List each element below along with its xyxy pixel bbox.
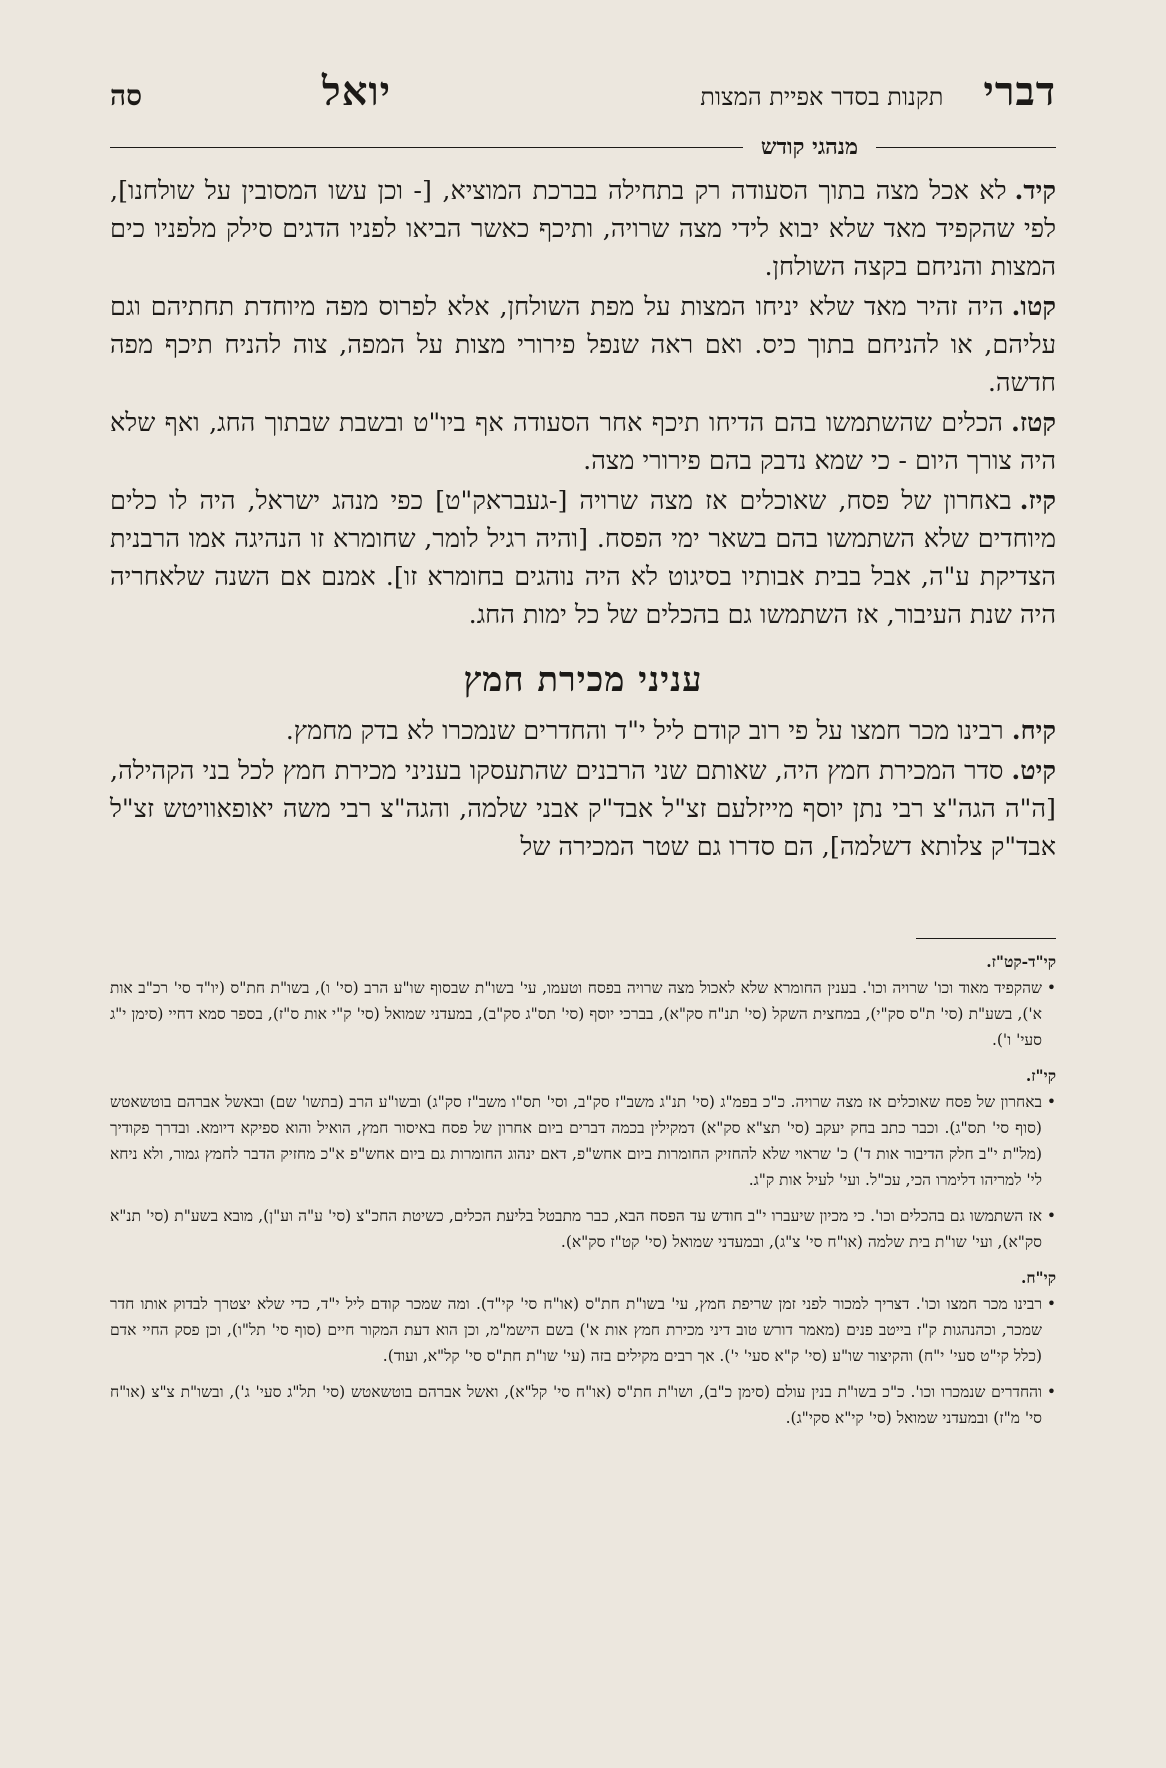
paragraphs-block-1 [110,172,1056,634]
section-label: מנהגי קודש [760,134,858,160]
footnote-heading: קי"ז. [1025,1066,1056,1085]
paragraph [110,172,1056,286]
paragraph-number: קיז. [1019,486,1056,516]
footnote-item: • אז השתמשו גם בהכלים וכו'. כי מכיון שיעברו י"ב חודש עד הפסח הבא, כבר מתבטל בליעת הכלים, כשיטת החכ"צ (סי' ע"ה וע"ן), מובא בשע"ת (סי' תנ"א סק"א), ועי' שו"ת בית שלמה (או"ח סי' צ"ג), ובמעדני שמואל (סי' קט"ז סק"א). [110,1203,1056,1255]
paragraph [110,482,1056,634]
paragraph-text: הכלים שהשתמשו בהם הדיחו תיכף אחר הסעודה אף ביו"ט ובשבת שבתוך החג, ואף שלא היה צורך היום - כי שמא נדבק בהם פירורי מצה. [110,408,1056,476]
section-label-row [110,134,1056,160]
paragraph [110,288,1056,402]
paragraph-text: סדר המכירת חמץ היה, שאותם שני הרבנים שהתעסקו בעניני מכירת חמץ לכל בני הקהילה, [ה"ה הגה"צ רבי נתן יוסף מייזלעם זצ"ל אבד"ק אבני שלמה, והגה"צ רבי משה יאופאוויטש זצ"ל אבד"ק צלותא דשלמה], הם סדרו גם שטר המכירה של [110,756,1056,862]
paragraph-number: קטז. [1010,408,1056,438]
footnote-item: • רבינו מכר חמצו וכו'. דצריך למכור לפני זמן שריפת חמץ, עי' בשו"ת חת"ס (או"ח סי' קי"ד). ומה שמכר קודם ליל י"ד, כדי שלא יצטרך לבדוק אותו חדר שמכר, וכהנהגות ק"ז בייטב פנים (מאמר דורש טוב דיני מכירת חמץ אות א') בשם הישמ"מ, וכן הוא דעת המקור חיים (סוף סי' תל"ו), וכן פסק החיי אדם (כלל קי"ט סעי' י"ח) והקיצור שו"ע (סי' ק"א סעי' י'). אך רבים מקילים בזה (עי' שו"ת חת"ס סי' קל"א, ועוד). [110,1291,1056,1369]
paragraph [110,404,1056,480]
running-header [110,68,1056,120]
paragraph [110,752,1056,866]
footnote-item: • באחרון של פסח שאוכלים אז מצה שרויה. כ"כ בפמ"ג (סי' תנ"ג משב"ז סק"ב, וסי' תס"ו משב"ז סק"ג) ובשו"ע הרב (בתשו' שם) ובאשל אברהם בוטשאטש (סוף סי' תס"ג). וכבר כתב בחק יעקב (סי' תצ"א סק"א) דמקילין בכמה דברים ביום אחרון של פסח באיסור חמץ, הואיל והוא ספיקא דיומא. ובדרך פקודיך (מל"ת י"ב חלק הדיבור אות ד') כ' שראוי שלא להחזיק החומרות ביום אחש"פ, דאם ינהוג החומרות גם ביום אחש"פ א"כ מחזיק הדבר לחמץ גמור, ולא ניחא לי' למריהו דלימרו הכי, עכ"ל. ועי' לעיל אות ק"ג. [110,1089,1056,1193]
footnotes [110,949,1056,1431]
footnote-separator [916,938,1056,939]
header-title [983,68,1056,115]
paragraph-text: היה זהיר מאד שלא יניחו המצות על מפת השולחן, אלא לפרוס מפה מיוחדת תחתיהם וגם עליהם, או להניחם בתוך כיס. ואם ראה שנפל פירורי מצות על המפה, צוה להניח תיכף מפה חדשה. [110,292,1056,398]
paragraph-number: קיד. [1014,176,1056,206]
footnote-item: • והחדרים שנמכרו וכו'. כ"כ בשו"ת בנין עולם (סימן כ"ב), ושו"ת חת"ס (או"ח סי' קל"א), ואשל אברהם בוטשאטש (סי' תל"ג סעי' ג'), ובשו"ת צ"צ (או"ח סי' מ"ז) ובמעדני שמואל (סי' קי"א סקי"ג). [110,1379,1056,1431]
paragraph-number: קיט. [1011,756,1056,786]
header-right-word: דברי [983,68,1056,115]
paragraphs-block-2 [110,712,1056,866]
rule-line-right [876,147,1056,148]
page-number: סה [110,79,143,112]
rule-line-left [110,147,743,148]
footnote-item: • שהקפיד מאוד וכו' שרויה וכו'. בענין החומרא שלא לאכול מצה שרויה בפסח וטעמו, עי' בשו"ת שבסוף שו"ע הרב (סי' ו), בשו"ת חת"ס (יו"ד סי' רכ"ב אות א'), בשע"ת (סי' ת"ס סק"י), במחצית השקל (סי' תנ"ח סק"א), בברכי יוסף (סי' תס"ג סק"ב), במעדני שמואל (סי' ק"י אות ס"ז), בספר סמא דחיי (סימן י"ג סעי' ו'). [110,975,1056,1053]
paragraph-text: לא אכל מצה בתוך הסעודה רק בתחילה בברכת המוציא, [- וכן עשו המסובין על שולחנו], לפי שהקפיד מאד שלא יבוא לידי מצה שרויה, ותיכף כאשר הביאו לפניו הדגים סילק מלפניו כים המצות והניחם בקצה השולחן. [110,176,1056,282]
footnote-heading: קי"ח. [1020,1268,1056,1287]
paragraph-text: באחרון של פסח, שאוכלים אז מצה שרויה [-געבראק"ט] כפי מנהג ישראל, היה לו כלים מיוחדים שלא השתמשו בהם בשאר ימי הפסח. [והיה רגיל לומר, שחומרא זו הנהיגה אמו הרבנית הצדיקת ע"ה, אבל בבית אבותיו בסיגוט לא היה נוהגים בחומרא זו]. אמנם אם השנה שלאחריה היה שנת העיבור, אז השתמשו גם בהכלים של כל ימות החג. [110,486,1056,630]
footnote-heading: קי"ד-קט"ז. [986,952,1056,971]
header-center-word: יואל [322,68,392,115]
paragraph-number: קטו. [1011,292,1056,322]
header-subtitle: תקנות בסדר אפיית המצות [700,83,944,111]
section-title: עניני מכירת חמץ [463,660,703,700]
paragraph-number: קיח. [1011,716,1056,746]
paragraph [110,712,1056,750]
paragraph-text: רבינו מכר חמצו על פי רוב קודם ליל י"ד והחדרים שנמכרו לא בדק מחמץ. [285,716,1004,746]
